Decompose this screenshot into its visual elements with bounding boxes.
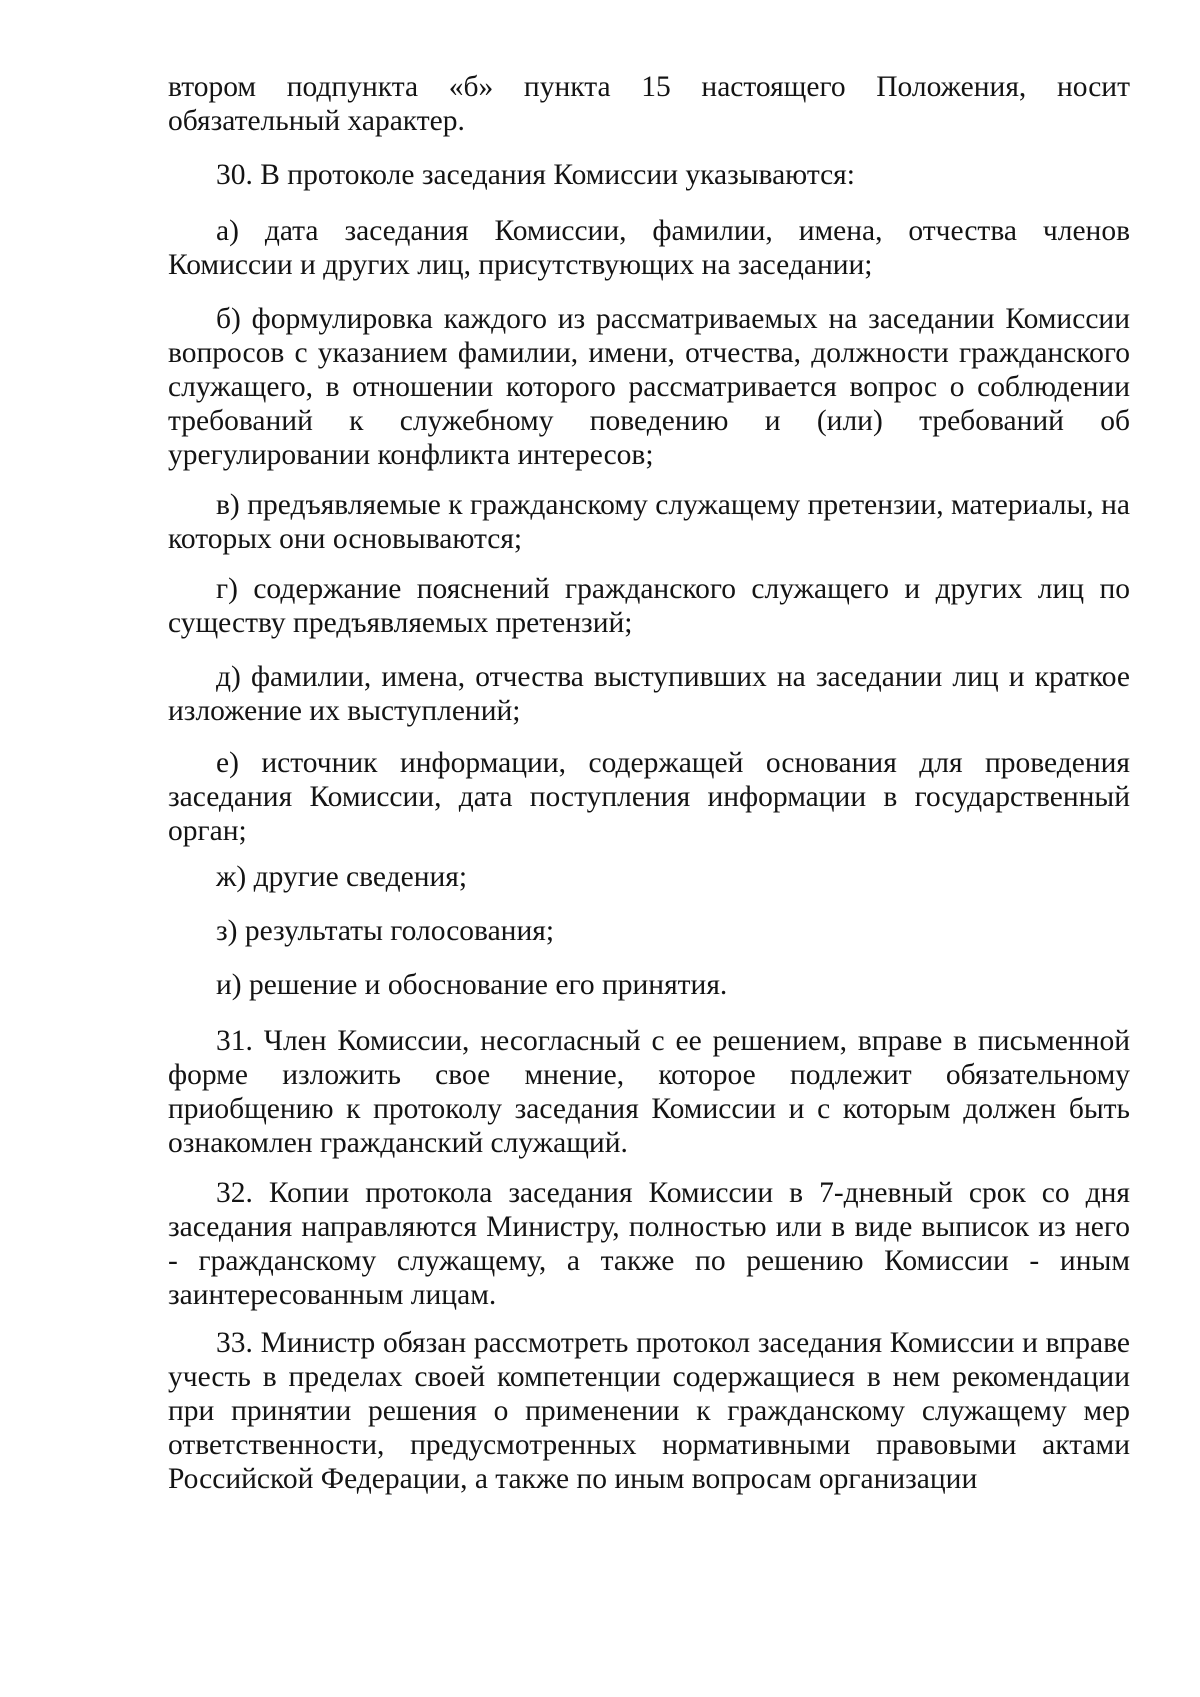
paragraph-30zh: ж) другие сведения; [216, 861, 468, 893]
paragraph-30d: д) фамилии, имена, отчества выступивших на заседании лиц и краткое изложение их выступлений; [168, 661, 1130, 727]
paragraph-30: 30. В протоколе заседания Комиссии указываются: [216, 159, 855, 191]
paragraph-32: 32. Копии протокола заседания Комиссии в 7-дневный срок со дня заседания направляются Министру, полностью или в виде выписок из него - гражданскому служащему, а также по решению Комиссии - иным заинтересованным лицам. [168, 1177, 1130, 1311]
paragraph-30z: з) результаты голосования; [216, 915, 555, 947]
paragraph-30a: а) дата заседания Комиссии, фамилии, имена, отчества членов Комиссии и других лиц, присутствующих на заседании; [168, 215, 1130, 281]
paragraph-continuation: втором подпункта «б» пункта 15 настоящего Положения, носит обязательный характер. [168, 71, 1130, 137]
paragraph-30g: г) содержание пояснений гражданского служащего и других лиц по существу предъявляемых претензий; [168, 573, 1130, 639]
paragraph-30i: и) решение и обоснование его принятия. [216, 969, 728, 1001]
paragraph-30e: е) источник информации, содержащей основания для проведения заседания Комиссии, дата поступления информации в государственный орган; [168, 747, 1130, 847]
paragraph-31: 31. Член Комиссии, несогласный с ее решением, вправе в письменной форме изложить свое мнение, которое подлежит обязательному приобщению к протоколу заседания Комиссии и с которым должен быть ознакомлен гражданский служащий. [168, 1025, 1130, 1159]
paragraph-30b: б) формулировка каждого из рассматриваемых на заседании Комиссии вопросов с указанием фамилии, имени, отчества, должности гражданского служащего, в отношении которого рассматривается вопрос о соблюдении требований к служебному поведению и (или) требований об урегулировании конфликта интересов; [168, 303, 1130, 471]
paragraph-30v: в) предъявляемые к гражданскому служащему претензии, материалы, на которых они основываются; [168, 489, 1130, 555]
paragraph-33: 33. Министр обязан рассмотреть протокол заседания Комиссии и вправе учесть в пределах своей компетенции содержащиеся в нем рекомендации при принятии решения о применении к гражданскому служащему мер ответственности, предусмотренных нормативными правовыми актами Российской Федерации, а также по иным вопросам организации [168, 1327, 1130, 1495]
